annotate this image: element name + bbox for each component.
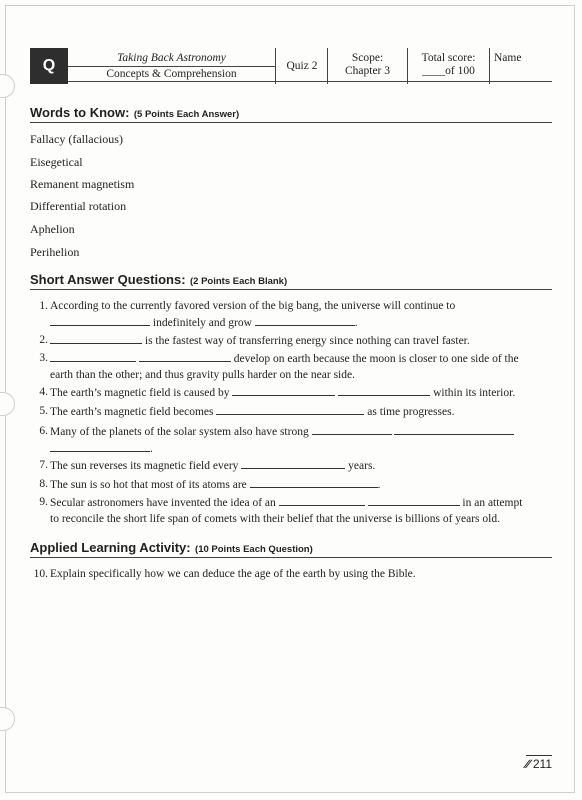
answer-blank[interactable] [255, 314, 355, 326]
total-score-cell [407, 48, 489, 84]
answer-blank[interactable] [250, 476, 378, 488]
answer-blank[interactable] [241, 457, 345, 469]
answer-blank[interactable] [232, 384, 335, 396]
question-8: 8. The sun is so hot that most of its atoms are . [39, 478, 381, 491]
answer-blank[interactable] [50, 314, 150, 326]
scope-label: Scope: [351, 52, 384, 64]
question-9: 9. Secular astronomers have invented the idea of an in an attempt to reconcile the short life span of comets with their belief that the universe is billions of years old. [39, 496, 523, 525]
question-2: 2. is the fastest way of transferring energy since nothing can travel faster. [39, 334, 470, 347]
term-item: Differential rotation [30, 199, 127, 213]
question-6: 6. Many of the planets of the solar system also have strong . [30, 423, 560, 457]
term-item: Eisegetical [30, 155, 83, 169]
question-1: 1. According to the currently favored version of the big bang, the universe will continue to indefinitely and grow . [39, 300, 456, 329]
term-item: Fallacy (fallacious) [30, 132, 123, 146]
name-field[interactable] [489, 48, 552, 84]
term-item: Aphelion [30, 222, 75, 236]
page-number: ∕∕ 211 [525, 757, 552, 771]
term-item: Perihelion [30, 245, 80, 259]
applied-learning-heading: Applied Learning Activity: (10 Points Each Question) [30, 539, 552, 558]
name-label: Name [494, 52, 522, 64]
answer-blank[interactable] [312, 423, 392, 435]
question-5: 5. The earth’s magnetic field becomes as time progresses. [39, 405, 455, 418]
answer-blank[interactable] [50, 350, 136, 362]
answer-blank[interactable] [394, 423, 514, 435]
course-title: Taking Back Astronomy [117, 52, 226, 64]
question-10: 10. Explain specifically how we can deduce the age of the earth by using the Bible. [33, 568, 416, 580]
question-3: 3. develop on earth because the moon is closer to one side of the earth than the other; and thus gravity pulls harder on the near side. [39, 352, 519, 381]
scope-value: Chapter 3 [344, 65, 391, 77]
short-answer-heading: Short Answer Questions: (2 Points Each Blank) [30, 271, 552, 290]
course-subtitle: Concepts & Comprehension [106, 68, 237, 80]
answer-blank[interactable] [338, 384, 430, 396]
answer-blank[interactable] [216, 403, 364, 415]
answer-blank[interactable] [279, 494, 365, 506]
question-7: 7. The sun reverses its magnetic field every years. [39, 459, 376, 472]
quiz-badge: Q [30, 48, 68, 84]
answer-blank[interactable] [50, 332, 142, 344]
header-divider [68, 66, 275, 67]
question-4: 4. The earth’s magnetic field is caused by within its interior. [39, 386, 516, 399]
answer-blank[interactable] [368, 494, 460, 506]
header-bottom-rule [68, 81, 552, 82]
quiz-number: Quiz 2 [275, 48, 328, 84]
term-item: Remanent magnetism [30, 177, 135, 191]
total-score-label: Total score: [421, 52, 476, 64]
answer-blank[interactable] [139, 350, 231, 362]
quiz-header [30, 48, 552, 84]
scope-cell [327, 48, 407, 84]
answer-blank[interactable] [50, 440, 150, 452]
words-to-know-heading: Words to Know: (5 Points Each Answer) [30, 104, 552, 123]
total-score-value: ____of 100 [422, 65, 475, 77]
slash-mark-icon: ∕∕ [525, 757, 530, 771]
